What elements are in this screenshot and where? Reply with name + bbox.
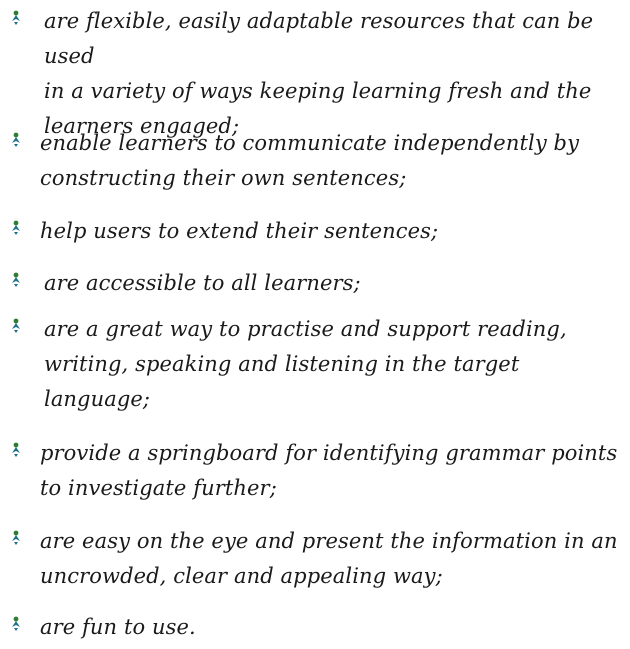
item-line: provide a springboard for identifying grammar points <box>40 441 618 465</box>
fleur-bullet-icon <box>9 616 23 632</box>
item-text <box>44 4 628 144</box>
item-line: help users to extend their sentences; <box>40 219 439 243</box>
item-line: learners engaged; <box>44 114 240 138</box>
item-text <box>40 126 628 196</box>
item-text <box>40 610 628 645</box>
item-line: constructing their own sentences; <box>40 166 407 190</box>
fleur-bullet-icon <box>9 10 23 26</box>
item-text <box>44 266 628 301</box>
item-line: language; <box>44 387 151 411</box>
item-text <box>44 312 628 417</box>
fleur-bullet-icon <box>9 318 23 334</box>
item-line: are a great way to practise and support reading, <box>44 317 567 341</box>
item-line: are flexible, easily adaptable resources that can be used <box>44 9 594 68</box>
fleur-bullet-icon <box>9 132 23 148</box>
item-line: enable learners to communicate independently by <box>40 131 580 155</box>
item-line: to investigate further; <box>40 476 277 500</box>
item-text <box>40 524 628 594</box>
item-text <box>40 214 628 249</box>
fleur-bullet-icon <box>9 220 23 236</box>
item-line: uncrowded, clear and appealing way; <box>40 564 443 588</box>
item-line: are fun to use. <box>40 615 196 639</box>
fleur-bullet-icon <box>9 530 23 546</box>
fleur-bullet-icon <box>9 272 23 288</box>
item-line: in a variety of ways keeping learning fresh and the <box>44 79 592 103</box>
item-line: are accessible to all learners; <box>44 271 361 295</box>
item-text <box>40 436 628 506</box>
fleur-bullet-icon <box>9 442 23 458</box>
item-line: are easy on the eye and present the information in an <box>40 529 618 553</box>
item-line: writing, speaking and listening in the target <box>44 352 520 376</box>
